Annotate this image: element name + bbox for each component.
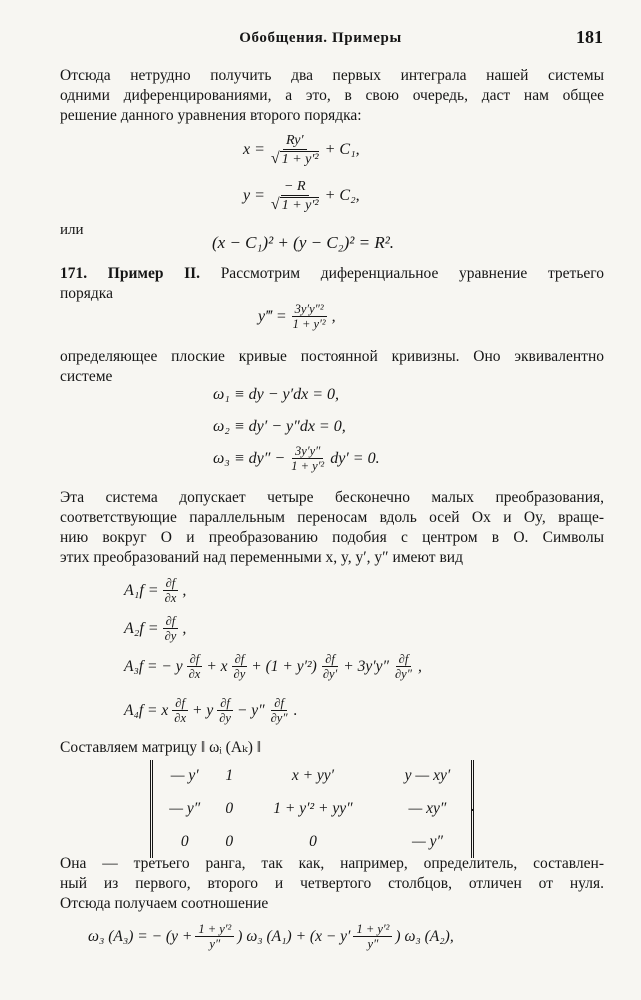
equation-y	[243, 178, 360, 214]
text-line: системе	[60, 368, 113, 385]
eq-tail: + C₂,	[324, 187, 360, 204]
text-line: решение данного уравнения второго порядка:	[60, 107, 362, 124]
system-eq-3	[213, 444, 380, 473]
text-line: ный из первого, второго и четвертого столбцов, отличен от нуля.	[60, 875, 604, 892]
fraction	[195, 922, 234, 951]
example-text: Рассмотрим диференциальное уравнение третьего	[220, 265, 604, 282]
text-line	[60, 264, 604, 284]
matrix-cell: — xy″	[408, 799, 447, 817]
paragraph-intro	[60, 66, 604, 126]
denominator	[268, 150, 322, 168]
matrix-cell: 0	[225, 799, 234, 817]
matrix-row	[153, 760, 471, 793]
matrix-cell: 0	[225, 832, 234, 850]
system-eq-1: ω₁ ≡ dy − y′dx = 0,	[213, 386, 340, 403]
eq-tail: ,	[182, 619, 187, 637]
numerator: 3y′y″	[292, 444, 323, 459]
equation-circle: (x − C₁)² + (y − C₂)² = R².	[212, 233, 395, 252]
fraction	[231, 652, 249, 681]
fraction	[288, 444, 327, 473]
eq-tail: + C₁,	[324, 141, 360, 158]
equation-x	[243, 132, 360, 168]
fraction	[320, 652, 340, 681]
denominator: ∂x	[188, 667, 201, 681]
denominator: 1 + y′²	[291, 459, 325, 473]
denominator: ∂y″	[270, 711, 288, 725]
operator-A2	[124, 614, 186, 643]
denominator: ∂y″	[395, 667, 412, 681]
operator-A3	[124, 652, 422, 681]
denominator: ∂y′	[322, 667, 338, 681]
eq-lhs: A₃f = − y	[124, 657, 183, 675]
numerator: ∂f	[271, 696, 287, 711]
eq-term: + 3y′y″	[343, 657, 389, 675]
fraction	[162, 576, 180, 605]
page-number: 181	[576, 27, 603, 47]
radical-sign: √	[270, 196, 280, 213]
matrix-cell: y — xy′	[404, 767, 451, 785]
text-line: соответствующие параллельным переносам вдоль осей Ox и Oy, враще-	[60, 509, 604, 526]
eq-term: + (1 + y′²)	[251, 657, 317, 675]
eq-tail: ,	[417, 657, 422, 675]
eq-lhs: ω₃ (A₃) = − (y +	[88, 927, 193, 945]
operator-A1	[124, 576, 186, 605]
numerator: Ry′	[283, 132, 307, 150]
matrix-table	[153, 760, 471, 858]
equation-ode	[258, 302, 336, 331]
matrix-cell: — y″	[169, 799, 201, 817]
operator-A4	[124, 696, 297, 725]
eq-lhs: A₂f =	[124, 619, 159, 637]
denominator: ∂y	[219, 711, 231, 725]
text-line: порядка	[60, 285, 113, 302]
matrix-cell: 1	[225, 767, 234, 785]
text-line: нию вокруг O и преобразованию подобия с центром в O. Символы	[60, 529, 604, 546]
text-line: одними диференцированиями, а это, в свою очередь, даст нам общее	[60, 87, 604, 104]
paragraph-rank	[60, 854, 604, 914]
numerator: ∂f	[163, 576, 179, 591]
numerator: − R	[281, 178, 309, 196]
numerator: 1 + y′²	[195, 922, 234, 937]
text-line: этих преобразований над переменными x, y, y′, y″ имеют вид	[60, 549, 463, 566]
denominator	[268, 196, 322, 214]
denominator: y″	[209, 937, 221, 951]
matrix-cell: — y″	[411, 832, 443, 850]
numerator: ∂f	[232, 652, 248, 667]
matrix-cell: x + yy′	[291, 767, 335, 785]
numerator: 1 + y′²	[353, 922, 392, 937]
matrix-cell: — y′	[170, 767, 199, 785]
paragraph-system-intro	[60, 347, 604, 387]
radicand: 1 + y′²	[281, 152, 319, 167]
eq-lhs: A₄f = x	[124, 701, 169, 719]
paragraph-transformations	[60, 488, 604, 568]
eq-term: ) ω₃ (A₁) + (x − y′	[237, 927, 351, 945]
matrix	[150, 760, 474, 858]
numerator: ∂f	[163, 614, 179, 629]
eq-lhs: A₁f =	[124, 581, 159, 599]
example-heading: 171. Пример II.	[60, 265, 201, 282]
system-eq-2: ω₂ ≡ dy′ − y″dx = 0,	[213, 418, 346, 435]
eq-tail: dy′ = 0.	[330, 449, 380, 467]
matrix-cell: 0	[309, 832, 317, 850]
matrix-caption	[60, 738, 604, 758]
fraction	[290, 302, 329, 331]
fraction	[171, 696, 189, 725]
eq-term: + y	[192, 701, 214, 719]
eq-tail: ,	[331, 307, 336, 325]
numerator: ∂f	[172, 696, 188, 711]
numerator: ∂f	[322, 652, 338, 667]
eq-term: − y″	[236, 701, 265, 719]
eq-lhs: ω₃ ≡ dy″ −	[213, 449, 286, 467]
text-line: Эта система допускает четыре бесконечно малых преобразования,	[60, 489, 604, 506]
denominator: y″	[367, 937, 379, 951]
denominator: 1 + y′²	[292, 317, 326, 331]
fraction	[268, 696, 291, 725]
text-line: определяющее плоские кривые постоянной кривизны. Оно эквивалентно	[60, 348, 604, 365]
denominator: ∂y	[233, 667, 246, 681]
equation-relation	[88, 922, 454, 951]
numerator: ∂f	[396, 652, 412, 667]
matrix-cell: 1 + y′² + yy″	[273, 799, 353, 817]
eq-lhs: y‴ =	[258, 307, 287, 325]
eq-lhs: x =	[243, 141, 265, 158]
denominator: ∂x	[174, 711, 186, 725]
fraction	[162, 614, 180, 643]
text-line: Она — третьего ранга, так как, например, определитель, составлен-	[60, 855, 604, 872]
numerator: 3y′y″²	[292, 302, 327, 317]
numerator: ∂f	[187, 652, 203, 667]
denominator: ∂y	[164, 629, 177, 643]
fraction	[268, 132, 322, 168]
matrix-end-dot: .	[470, 795, 475, 815]
text-line: Отсюда нетрудно получить два первых интеграла нашей системы	[60, 67, 604, 84]
matrix-row	[153, 793, 471, 826]
eq-term: + x	[206, 657, 228, 675]
eq-tail: ) ω₃ (A₂),	[395, 927, 454, 945]
matrix-cell: 0	[180, 832, 189, 850]
fraction	[353, 922, 392, 951]
text-line: Составляем матрицу ‖ ωᵢ (Aₖ) ‖	[60, 739, 262, 756]
radicand: 1 + y′²	[281, 198, 319, 213]
fraction	[268, 178, 322, 214]
word-or: или	[60, 222, 84, 238]
eq-lhs: y =	[243, 187, 265, 204]
text-line: Отсюда получаем соотношение	[60, 895, 269, 912]
fraction	[186, 652, 204, 681]
fraction	[392, 652, 415, 681]
running-header: Обобщения. Примеры	[239, 30, 402, 46]
radical-sign: √	[270, 150, 280, 167]
paragraph-example	[60, 264, 604, 304]
eq-tail: .	[293, 701, 298, 719]
denominator: ∂x	[164, 591, 177, 605]
fraction	[216, 696, 234, 725]
numerator: ∂f	[217, 696, 233, 711]
eq-tail: ,	[182, 581, 187, 599]
